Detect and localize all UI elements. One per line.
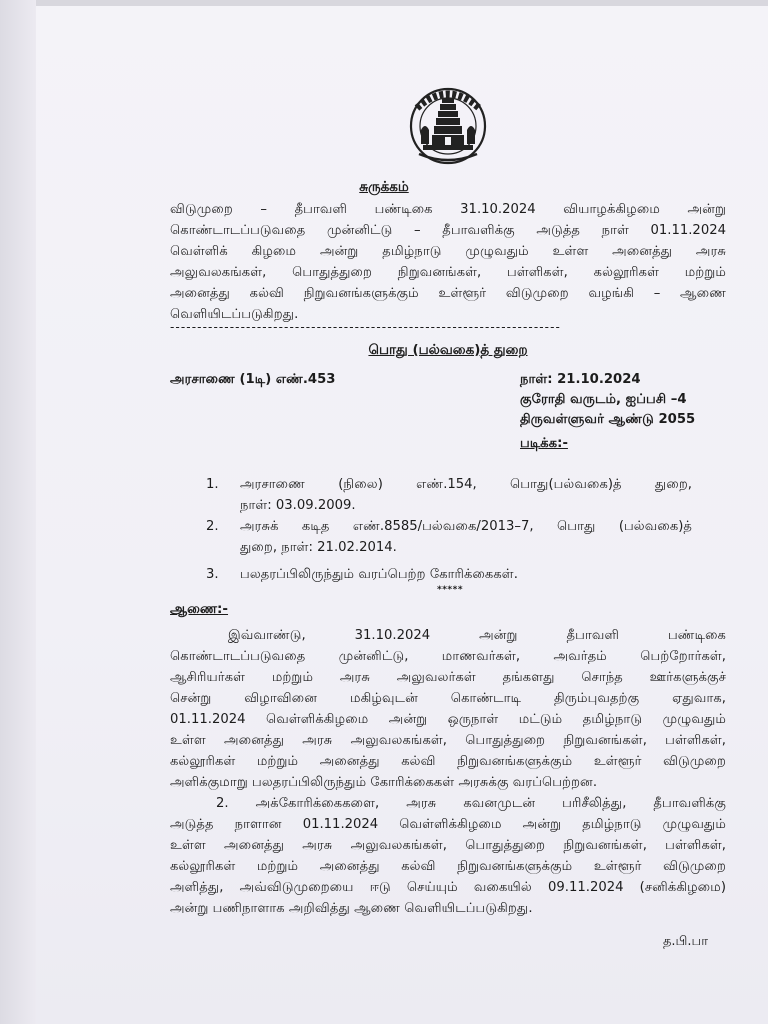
paragraph-line: அடுத்த நாளான 01.11.2024 வெள்ளிக்கிழமை அன்று தமிழ்நாடு முழுவதும்: [170, 817, 726, 832]
scan-top-border: [0, 0, 768, 6]
order-date: நாள்: 21.10.2024: [520, 372, 641, 387]
summary-block: [170, 199, 726, 325]
order-heading: ஆணை:-: [170, 601, 229, 617]
separator-stars: *****: [437, 585, 464, 595]
paragraph-line: கல்லூரிகள் மற்றும் அனைத்து கல்வி நிறுவனங்களுக்கும் உள்ளூர் விடுமுறை: [170, 859, 726, 874]
summary-line: வெள்ளிக் கிழமை அன்று தமிழ்நாடு முழுவதும் உள்ள அனைத்து அரசு: [170, 244, 726, 259]
thiruvalluvar-year: திருவள்ளுவர் ஆண்டு 2055: [520, 412, 696, 427]
paragraph-line: அளித்து, அவ்விடுமுறையை ஈடு செய்யும் வகையில் 09.11.2024 (சனிக்கிழமை): [170, 880, 726, 895]
reference-line: பலதரப்பிலிருந்தும் வரப்பெற்ற கோரிக்கைகள்.: [240, 567, 518, 582]
reference-line: அரசாணை (நிலை) எண்.154, பொது(பல்வகை)த் துறை,: [240, 477, 692, 492]
summary-heading: சுருக்கம்: [359, 179, 409, 195]
reference-line: அரசுக் கடித எண்.8585/பல்வகை/2013–7, பொது (பல்வகை)த்: [240, 519, 692, 534]
paragraph-line: சென்று விழாவினை மகிழ்வுடன் கொண்டாடி திரும்புவதற்கு ஏதுவாக,: [170, 691, 726, 706]
reference-item: [206, 564, 692, 585]
paragraph-line: ஆசிரியர்கள் மற்றும் அரசு அலுவலர்கள் தங்களது சொந்த ஊர்களுக்குச்: [170, 670, 726, 685]
tamil-year-line: குரோதி வருடம், ஐப்பசி –4: [520, 392, 687, 407]
paragraph-line: அன்று பணிநாளாக அறிவித்து ஆணை வெளியிடப்படுகிறது.: [170, 901, 533, 916]
paragraph-line: 2. அக்கோரிக்கைகளை, அரசு கவனமுடன் பரிசீலித்து, தீபாவளிக்கு: [216, 796, 726, 811]
reference-item: [206, 516, 692, 558]
paragraph-line: உள்ள அனைத்து அரசு அலுவலகங்கள், பொதுத்துறை நிறுவனங்கள், பள்ளிகள்,: [170, 838, 726, 853]
tamil-nadu-emblem-icon: [405, 86, 491, 168]
paragraph-line: இவ்வாண்டு, 31.10.2024 அன்று தீபாவளி பண்டிகை: [228, 628, 726, 643]
summary-line: அனைத்து கல்வி நிறுவனங்களுக்கும் உள்ளூர் விடுமுறை வழங்கி – ஆணை: [170, 286, 726, 301]
reference-number: 3.: [206, 567, 219, 582]
summary-line: கொண்டாடப்படுவதை முன்னிட்டு – தீபாவளிக்கு அடுத்த நாள் 01.11.2024: [170, 223, 726, 238]
reference-line: துறை, நாள்: 21.02.2014.: [240, 540, 397, 555]
read-heading: படிக்க:-: [520, 436, 568, 451]
summary-line: வெளியிடப்படுகிறது.: [170, 307, 299, 322]
summary-line: அலுவலகங்கள், பொதுத்துறை நிறுவனங்கள், பள்ளிகள், கல்லூரிகள் மற்றும்: [170, 265, 726, 280]
order-paragraph-1: [170, 625, 726, 793]
paragraph-line: 01.11.2024 வெள்ளிக்கிழமை அன்று ஒருநாள் மட்டும் தமிழ்நாடு முழுவதும்: [170, 712, 726, 727]
department-heading: பொது (பல்வகை)த் துறை: [368, 342, 528, 358]
paragraph-line: உள்ள அனைத்து அரசு அலுவலகங்கள், பொதுத்துறை நிறுவனங்கள், பள்ளிகள்,: [170, 733, 726, 748]
separator-line: ------------------------------------------------------------------------: [170, 320, 561, 334]
signature-mark: த.பி.பா: [662, 934, 708, 949]
reference-number: 1.: [206, 477, 219, 492]
reference-line: நாள்: 03.09.2009.: [240, 498, 356, 513]
order-paragraph-2: [170, 793, 726, 919]
reference-number: 2.: [206, 519, 219, 534]
paragraph-line: கொண்டாடப்படுவதை முன்னிட்டு, மாணவர்கள், அவர்தம் பெற்றோர்கள்,: [170, 649, 726, 664]
paragraph-line: அளிக்குமாறு பலதரப்பிலிருந்தும் கோரிக்கைகள் அரசுக்கு வரப்பெற்றன.: [170, 775, 598, 790]
scan-left-edge: [0, 0, 36, 1024]
paragraph-line: கல்லூரிகள் மற்றும் அனைத்து கல்வி நிறுவனங்களுக்கும் உள்ளூர் விடுமுறை: [170, 754, 726, 769]
summary-line: விடுமுறை – தீபாவளி பண்டிகை 31.10.2024 வியாழக்கிழமை அன்று: [170, 202, 726, 217]
reference-item: [206, 474, 692, 516]
order-number: அரசாணை (1டி) எண்.453: [170, 372, 336, 387]
